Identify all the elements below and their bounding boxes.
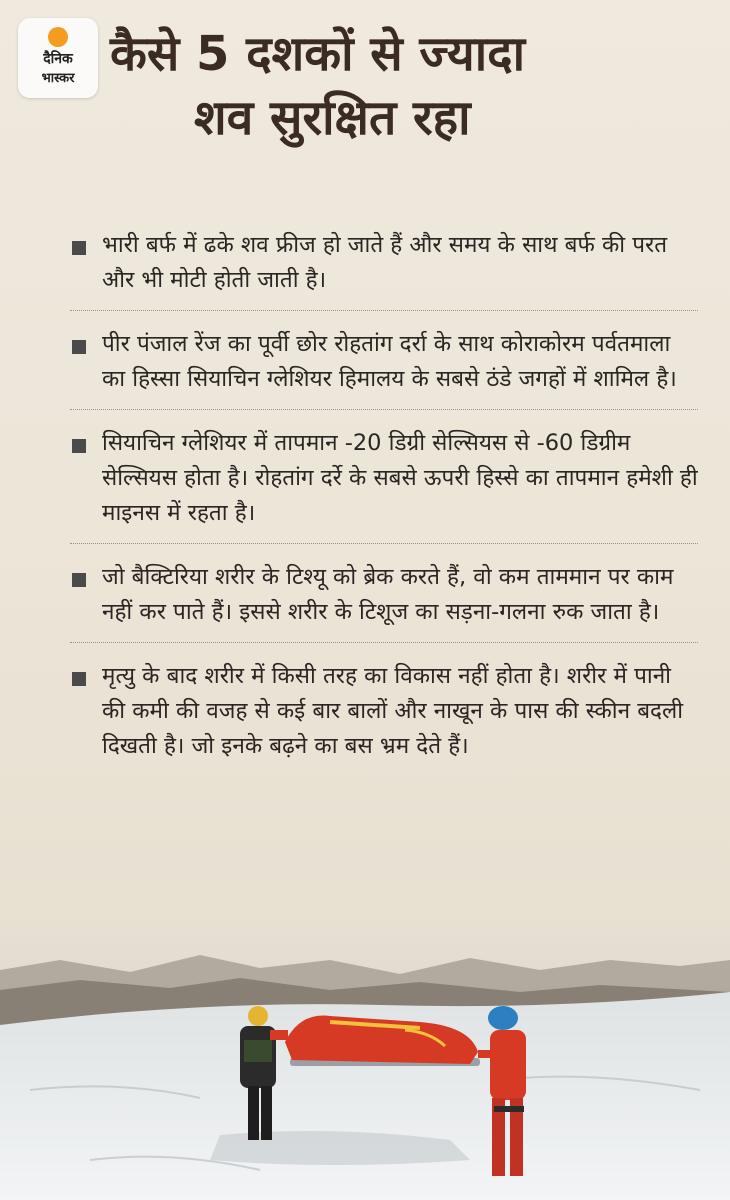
fact-item [70,426,698,544]
fact-text: भारी बर्फ में ढके शव फ्रीज हो जाते हैं और समय के साथ बर्फ की परत और भी मोटी होती जाती है। [102,232,668,293]
page-title [110,22,710,150]
facts-list [70,228,698,792]
square-bullet-icon [72,672,86,686]
fact-text: पीर पंजाल रेंज का पूर्वी छोर रोहतांग दर्रा के साथ कोराकोरम पर्वतमाला का हिस्सा सियाचिन ग्लेशियर हिमालय के सबसे ठंडे जगहों में शामिल है। [102,331,677,392]
fact-text: मृत्यु के बाद शरीर में किसी तरह का विकास नहीं होता है। शरीर में पानी की कमी की वजह से कई बार बालों और नाखून के पास की स्कीन बदली दिखती है। जो इनके बढ़ने का बस भ्रम देते हैं। [102,663,684,759]
brand-name-line1: दैनिक [43,51,73,67]
fact-text: सियाचिन ग्लेशियर में तापमान -20 डिग्री सेल्सियस से -60 डिग्रीम सेल्सियस होता है। रोहतांग दर्रे के सबसे ऊपरी हिस्से का तापमान हमेशी ही माइनस में रहता है। [102,430,698,526]
fact-item [70,560,698,643]
fact-text: जो बैक्टिरिया शरीर के टिश्यू को ब्रेक करते हैं, वो कम ताममान पर काम नहीं कर पाते हैं। इससे शरीर के टिशूज का सड़ना-गलना रुक जाता है। [102,564,674,625]
square-bullet-icon [72,439,86,453]
square-bullet-icon [72,340,86,354]
brand-name-line2: भास्कर [41,71,75,86]
glacier-rescue-photo [0,930,730,1200]
fact-item [70,659,698,776]
fact-item [70,228,698,311]
square-bullet-icon [72,573,86,587]
brand-logo [18,18,98,98]
square-bullet-icon [72,241,86,255]
title-line1: कैसे 5 दशकों से ज्यादा [110,26,526,82]
fact-item [70,327,698,410]
title-line2: शव सुरक्षित रहा [194,90,471,146]
sun-logo-icon [48,27,68,47]
